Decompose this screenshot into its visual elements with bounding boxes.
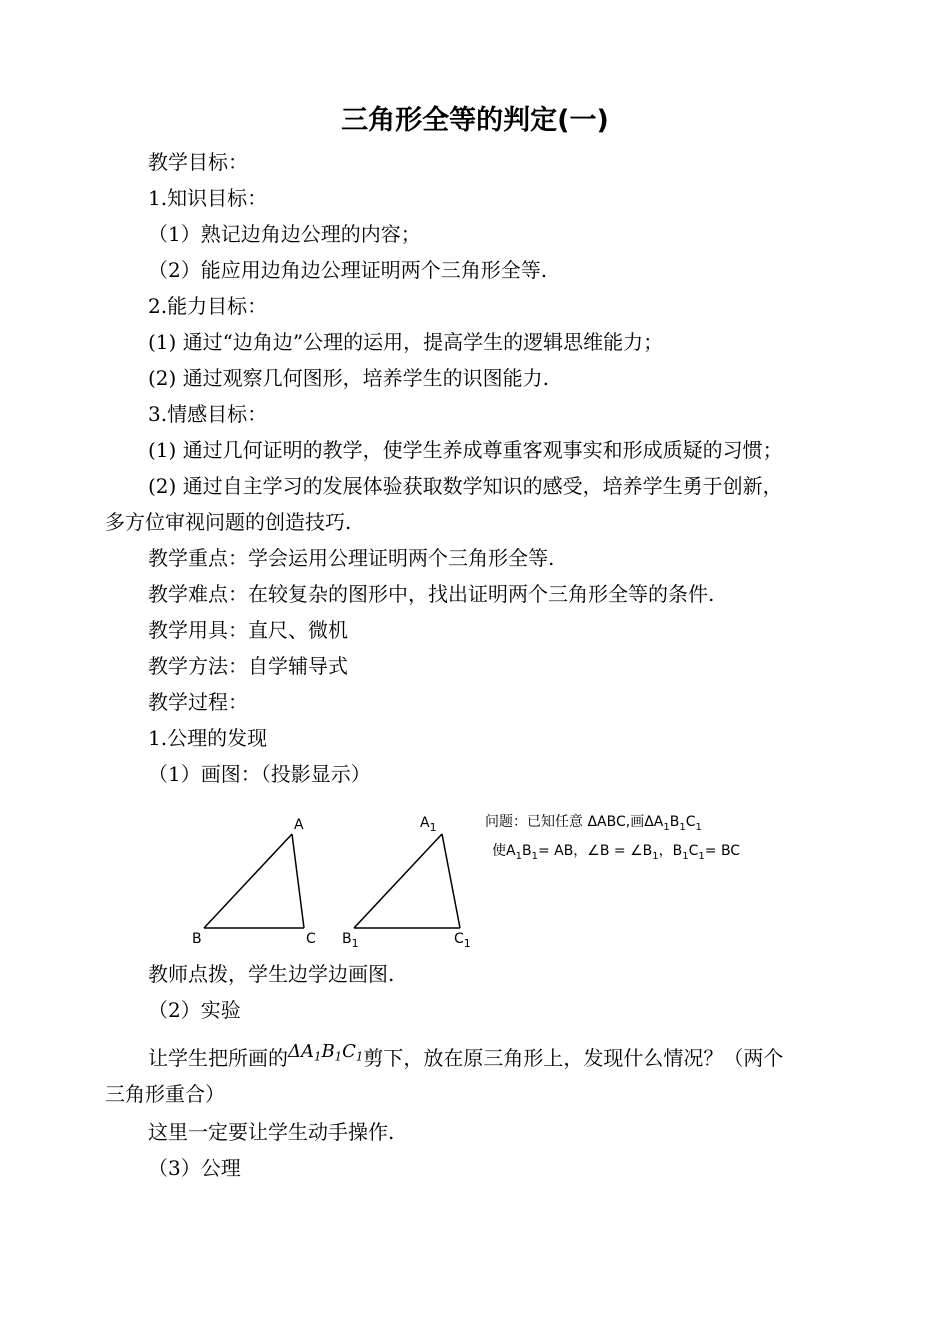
problem-text-line2: 使$A_1B_1=$ AB，∠B = $\angle B_1$，$B_1C_1=$ BC (492, 843, 741, 862)
text-line: 这里一定要让学生动手操作. (148, 1120, 395, 1144)
page-title: 三角形全等的判定(一) (341, 105, 609, 136)
text-line: 1.知识目标： (148, 186, 268, 210)
vertex-label-b1: $B_1$ (342, 931, 359, 950)
text-line: (2) 通过观察几何图形，培养学生的识图能力. (148, 366, 550, 390)
text-line: (2) 通过自主学习的发展体验获取数学知识的感受，培养学生勇于创新， (148, 474, 783, 498)
side-ab (204, 834, 292, 928)
text-line: （1）熟记边角边公理的内容； (148, 222, 421, 246)
text-line: 教学目标： (148, 150, 248, 174)
text-line: 教学难点：在较复杂的图形中，找出证明两个三角形全等的条件. (148, 582, 715, 606)
text-line: 教学用具：直尺、微机 (148, 618, 348, 642)
problem-text-line1: 问题：已知任意 ΔABC,画$\Delta A_1B_1C_1$ (485, 814, 702, 833)
side-ac (292, 834, 304, 928)
text-line: 多方位审视问题的创造技巧. (105, 510, 352, 534)
vertex-label-c1: $C_1$ (454, 931, 471, 950)
text-line: 教学过程： (148, 690, 248, 714)
text-line: 教师点拨，学生边学边画图. (148, 962, 395, 986)
text-line: 3.情感目标： (148, 402, 268, 426)
text-line: (1) 通过几何证明的教学，使学生养成尊重客观事实和形成质疑的习惯； (148, 438, 783, 462)
vertex-label-a1: $A_1$ (420, 815, 437, 834)
vertex-label-b: B (192, 931, 202, 947)
paragraph-line: 三角形重合） (105, 1082, 225, 1106)
triangle-abc (192, 817, 316, 947)
triangle-figure (180, 805, 780, 955)
text-line: （3）公理 (148, 1156, 241, 1180)
text-line: （2）能应用边角边公理证明两个三角形全等. (148, 258, 548, 282)
paragraph-text: 剪下，放在原三角形上，发现什么情况？（两个 (363, 1046, 784, 1070)
paragraph-text: 让学生把所画的 (148, 1046, 288, 1070)
vertex-label-c: C (306, 931, 316, 947)
triangle-a1b1c1 (342, 815, 471, 950)
side-a1b1 (354, 834, 442, 928)
text-line: 1.公理的发现 (148, 726, 268, 750)
text-line: （1）画图：（投影显示） (148, 762, 371, 786)
vertex-label-a: A (294, 817, 304, 833)
text-line: 2.能力目标： (148, 294, 268, 318)
text-line: (1) 通过“边角边”公理的运用，提高学生的逻辑思维能力； (148, 330, 664, 354)
side-a1c1 (442, 834, 460, 928)
text-line: 教学方法：自学辅导式 (148, 654, 348, 678)
text-line: 教学重点：学会运用公理证明两个三角形全等. (148, 546, 555, 570)
inline-math-triangle: $\Delta A_1B_1C_1$ (288, 1041, 364, 1064)
text-line: （2）实验 (148, 998, 241, 1022)
paragraph-line (148, 1041, 784, 1079)
